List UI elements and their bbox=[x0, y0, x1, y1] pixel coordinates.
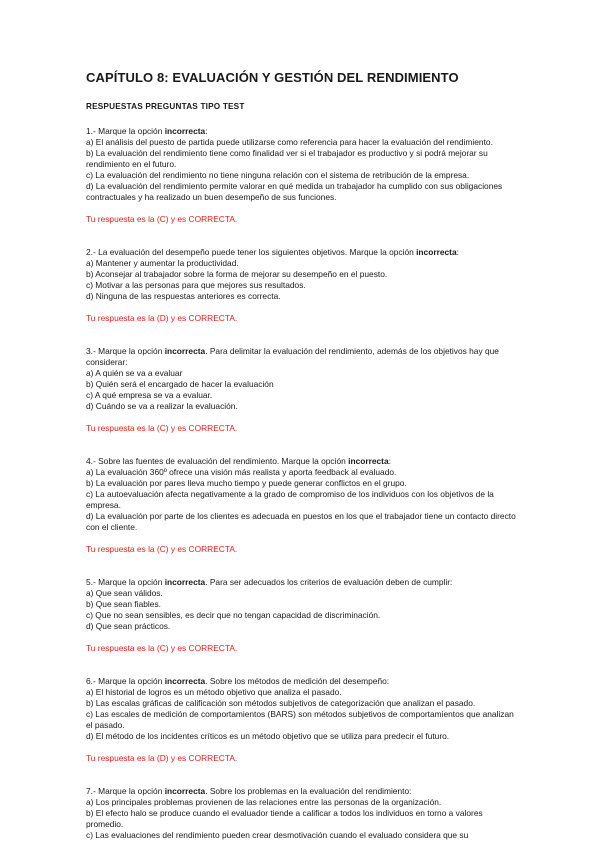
answer-4: Tu respuesta es la (C) y es CORRECTA. bbox=[86, 544, 238, 554]
prompt-bold: incorrecta bbox=[164, 577, 206, 587]
option-a: a) A quién se va a evaluar bbox=[86, 368, 183, 378]
option-a: a) Mantener y aumentar la productividad. bbox=[86, 258, 239, 268]
prompt-bold: incorrecta bbox=[416, 247, 457, 257]
option-c: c) Las evaluaciones del rendimiento pueden crear desmotivación cuando el evaluado considera que su bbox=[86, 830, 469, 840]
prompt-text-end: : bbox=[388, 456, 391, 466]
chapter-title: CAPÍTULO 8: EVALUACIÓN Y GESTIÓN DEL RENDIMIENTO bbox=[86, 70, 459, 85]
option-c: c) Que no sean sensibles, es decir que no tengan capacidad de discriminación. bbox=[86, 610, 381, 620]
option-b: b) La evaluación del rendimiento tiene como finalidad ver si el trabajador es productivo y si podrá mejorar su rendimiento en el futuro. bbox=[86, 148, 488, 169]
answer-2: Tu respuesta es la (D) y es CORRECTA. bbox=[86, 313, 238, 323]
prompt-text-end: . Para ser adecuados los criterios de evaluación deben de cumplir: bbox=[205, 577, 453, 587]
prompt-bold: incorrecta bbox=[164, 126, 206, 136]
option-d: d) Ninguna de las respuestas anteriores es correcta. bbox=[86, 291, 281, 301]
answer-1: Tu respuesta es la (C) y es CORRECTA. bbox=[86, 214, 238, 224]
question-prompt bbox=[86, 346, 518, 368]
document-page bbox=[86, 70, 518, 841]
option-d: d) El método de los incidentes críticos es un método objetivo que se utiliza para predecir el futuro. bbox=[86, 731, 450, 741]
prompt-bold: incorrecta bbox=[348, 456, 389, 466]
option-c: c) A qué empresa se va a evaluar. bbox=[86, 390, 213, 400]
option-a: a) El análisis del puesto de partida puede utilizarse como referencia para hacer la evaluación del rendimiento. bbox=[86, 137, 493, 147]
question-7 bbox=[86, 786, 518, 841]
prompt-text: 7.- Marque la opción bbox=[86, 786, 165, 796]
prompt-bold: incorrecta bbox=[164, 786, 206, 796]
option-b: b) Que sean fiables. bbox=[86, 599, 161, 609]
question-prompt bbox=[86, 126, 518, 137]
option-a: a) Los principales problemas provienen de las relaciones entre las personas de la organización. bbox=[86, 797, 442, 807]
prompt-text: 1.- Marque la opción bbox=[86, 126, 165, 136]
question-5 bbox=[86, 577, 518, 632]
option-d: d) Cuándo se va a realizar la evaluación. bbox=[86, 401, 238, 411]
option-d: d) La evaluación del rendimiento permite valorar en qué medida un trabajador ha cumplido con sus obligaciones contractuales y ha realizado un buen desempeño de sus funciones. bbox=[86, 181, 503, 202]
option-c: c) Motivar a las personas para que mejores sus resultados. bbox=[86, 280, 306, 290]
option-b: b) Quién será el encargado de hacer la evaluación bbox=[86, 379, 274, 389]
prompt-text-end: . Para delimitar la evaluación del rendimiento, además de los objetivos hay que considerar: bbox=[86, 346, 499, 367]
prompt-text-end: : bbox=[205, 126, 208, 136]
question-6 bbox=[86, 676, 518, 742]
prompt-text: 2.- La evaluación del desempeño puede tener los siguientes objetivos. Marque la opción bbox=[86, 247, 417, 257]
question-prompt bbox=[86, 786, 518, 797]
prompt-text: 3.- Marque la opción bbox=[86, 346, 165, 356]
question-2 bbox=[86, 247, 518, 302]
prompt-text: 5.- Marque la opción bbox=[86, 577, 165, 587]
option-b: b) El efecto halo se produce cuando el evaluador tiende a calificar a todos los individuos en torno a valores promedio. bbox=[86, 808, 483, 829]
question-1 bbox=[86, 126, 518, 203]
option-d: d) La evaluación por parte de los clientes es adecuada en puestos en los que el trabajador tiene un contacto directo con el cliente. bbox=[86, 511, 516, 532]
option-c: c) La autoevaluación afecta negativamente a la grado de compromiso de los individuos con los objetivos de la empresa. bbox=[86, 489, 494, 510]
option-b: b) Aconsejar al trabajador sobre la forma de mejorar su desempeño en el puesto. bbox=[86, 269, 388, 279]
prompt-text: 4.- Sobre las fuentes de evaluación del rendimiento. Marque la opción bbox=[86, 456, 349, 466]
option-c: c) Las escales de medición de comportamientos (BARS) son métodos subjetivos de comportamientos que analizan el pasado. bbox=[86, 709, 514, 730]
section-title: RESPUESTAS PREGUNTAS TIPO TEST bbox=[86, 102, 245, 111]
prompt-text-end: . Sobre los problemas en la evaluación del rendimiento: bbox=[205, 786, 412, 796]
prompt-bold: incorrecta bbox=[164, 346, 206, 356]
option-a: a) La evaluación 360º ofrece una visión más realista y aporta feedback al evaluado. bbox=[86, 467, 397, 477]
option-b: b) Las escalas gráficas de calificación son métodos subjetivos de categorización que analizan el pasado. bbox=[86, 698, 476, 708]
option-a: a) Que sean válidos. bbox=[86, 588, 163, 598]
option-c: c) La evaluación del rendimiento no tiene ninguna relación con el sistema de retribución de la empresa. bbox=[86, 170, 470, 180]
question-prompt bbox=[86, 456, 518, 467]
question-3 bbox=[86, 346, 518, 412]
answer-6: Tu respuesta es la (D) y es CORRECTA. bbox=[86, 753, 238, 763]
question-prompt bbox=[86, 676, 518, 687]
question-prompt bbox=[86, 577, 518, 588]
question-4 bbox=[86, 456, 518, 533]
prompt-text-end: . Sobre los métodos de medición del desempeño: bbox=[205, 676, 390, 686]
answer-3: Tu respuesta es la (C) y es CORRECTA. bbox=[86, 423, 238, 433]
answer-5: Tu respuesta es la (C) y es CORRECTA. bbox=[86, 643, 238, 653]
prompt-text: 6.- Marque la opción bbox=[86, 676, 165, 686]
question-prompt bbox=[86, 247, 518, 258]
option-a: a) El historial de logros es un método objetivo que analiza el pasado. bbox=[86, 687, 342, 697]
prompt-text-end: : bbox=[456, 247, 459, 257]
option-b: b) La evaluación por pares lleva mucho tiempo y puede generar conflictos en el grupo. bbox=[86, 478, 407, 488]
option-d: d) Que sean prácticos. bbox=[86, 621, 171, 631]
prompt-bold: incorrecta bbox=[164, 676, 206, 686]
